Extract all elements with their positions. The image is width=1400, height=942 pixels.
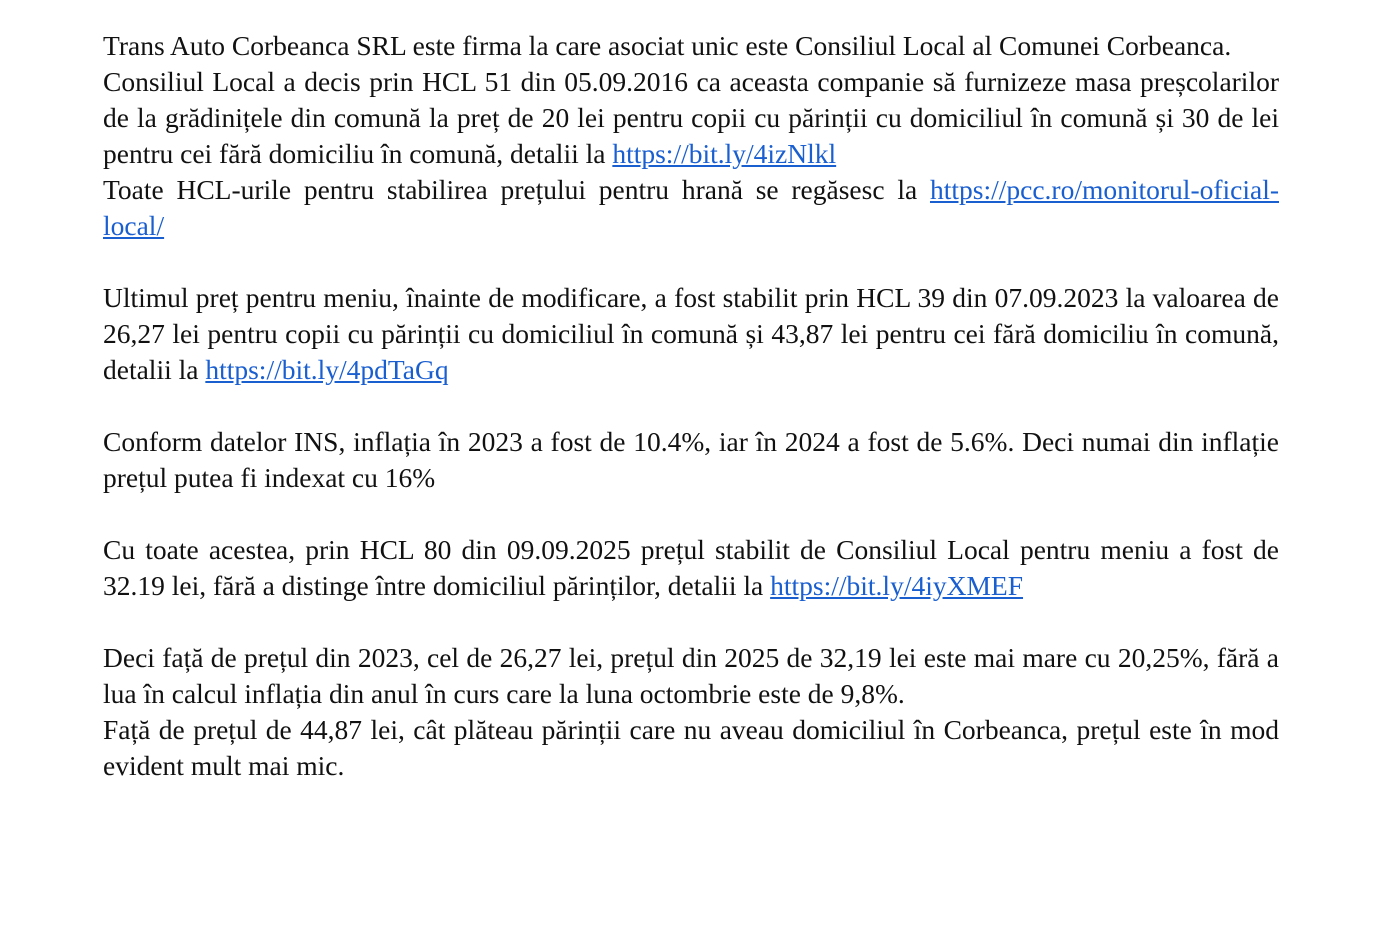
paragraph-inflation-text: Conform datelor INS, inflația în 2023 a fost de 10.4%, iar în 2024 a fost de 5.6%. Deci numai din inflație prețul putea fi indexat cu 16%: [103, 426, 1279, 493]
paragraph-non-resident-price: [103, 712, 1279, 784]
link-hcl-39[interactable]: https://bit.ly/4pdTaGq: [205, 354, 449, 385]
paragraph-hcl-80: [103, 532, 1279, 604]
paragraph-company-text: Trans Auto Corbeanca SRL este firma la care asociat unic este Consiliul Local al Comunei Corbeanca.: [103, 30, 1232, 61]
link-monitorul-oficial[interactable]: https://pcc.ro/monitorul-oficial-local/: [103, 174, 1279, 241]
paragraph-hcl-39: [103, 280, 1279, 388]
paragraph-hcl-80-text: Cu toate acestea, prin HCL 80 din 09.09.2025 prețul stabilit de Consiliul Local pentru meniu a fost de 32.19 lei, fără a distinge între domiciliul părinților, detalii la: [103, 534, 1279, 601]
paragraph-inflation: [103, 424, 1279, 496]
link-hcl-51[interactable]: https://bit.ly/4izNlkl: [612, 138, 837, 169]
paragraph-company: [103, 28, 1279, 64]
spacer: [103, 496, 1279, 532]
paragraph-price-comparison: [103, 640, 1279, 712]
paragraph-price-comparison-text: Deci față de prețul din 2023, cel de 26,27 lei, prețul din 2025 de 32,19 lei este mai mare cu 20,25%, fără a lua în calcul inflația din anul în curs care la luna octombrie este de 9,8%.: [103, 642, 1279, 709]
paragraph-hcl-51: [103, 64, 1279, 172]
paragraph-all-hcl: [103, 172, 1279, 244]
spacer: [103, 604, 1279, 640]
spacer: [103, 244, 1279, 280]
document-body: [103, 28, 1279, 784]
paragraph-all-hcl-text: Toate HCL-urile pentru stabilirea prețului pentru hrană se regăsesc la: [103, 174, 930, 205]
paragraph-hcl-51-text: Consiliul Local a decis prin HCL 51 din 05.09.2016 ca aceasta companie să furnizeze masa preșcolarilor de la grădinițele din comună la preț de 20 lei pentru copii cu părinții cu domiciliul în comună și 30 de lei pentru cei fără domiciliu în comună, detalii la: [103, 66, 1279, 169]
paragraph-non-resident-price-text: Față de prețul de 44,87 lei, cât plăteau părinții care nu aveau domiciliul în Corbeanca, prețul este în mod evident mult mai mic.: [103, 714, 1279, 781]
paragraph-hcl-39-text: Ultimul preț pentru meniu, înainte de modificare, a fost stabilit prin HCL 39 din 07.09.2023 la valoarea de 26,27 lei pentru copii cu părinții cu domiciliul în comună și 43,87 lei pentru cei fără domiciliu în comună, detalii la: [103, 282, 1279, 385]
spacer: [103, 388, 1279, 424]
link-hcl-80[interactable]: https://bit.ly/4iyXMEF: [770, 570, 1024, 601]
